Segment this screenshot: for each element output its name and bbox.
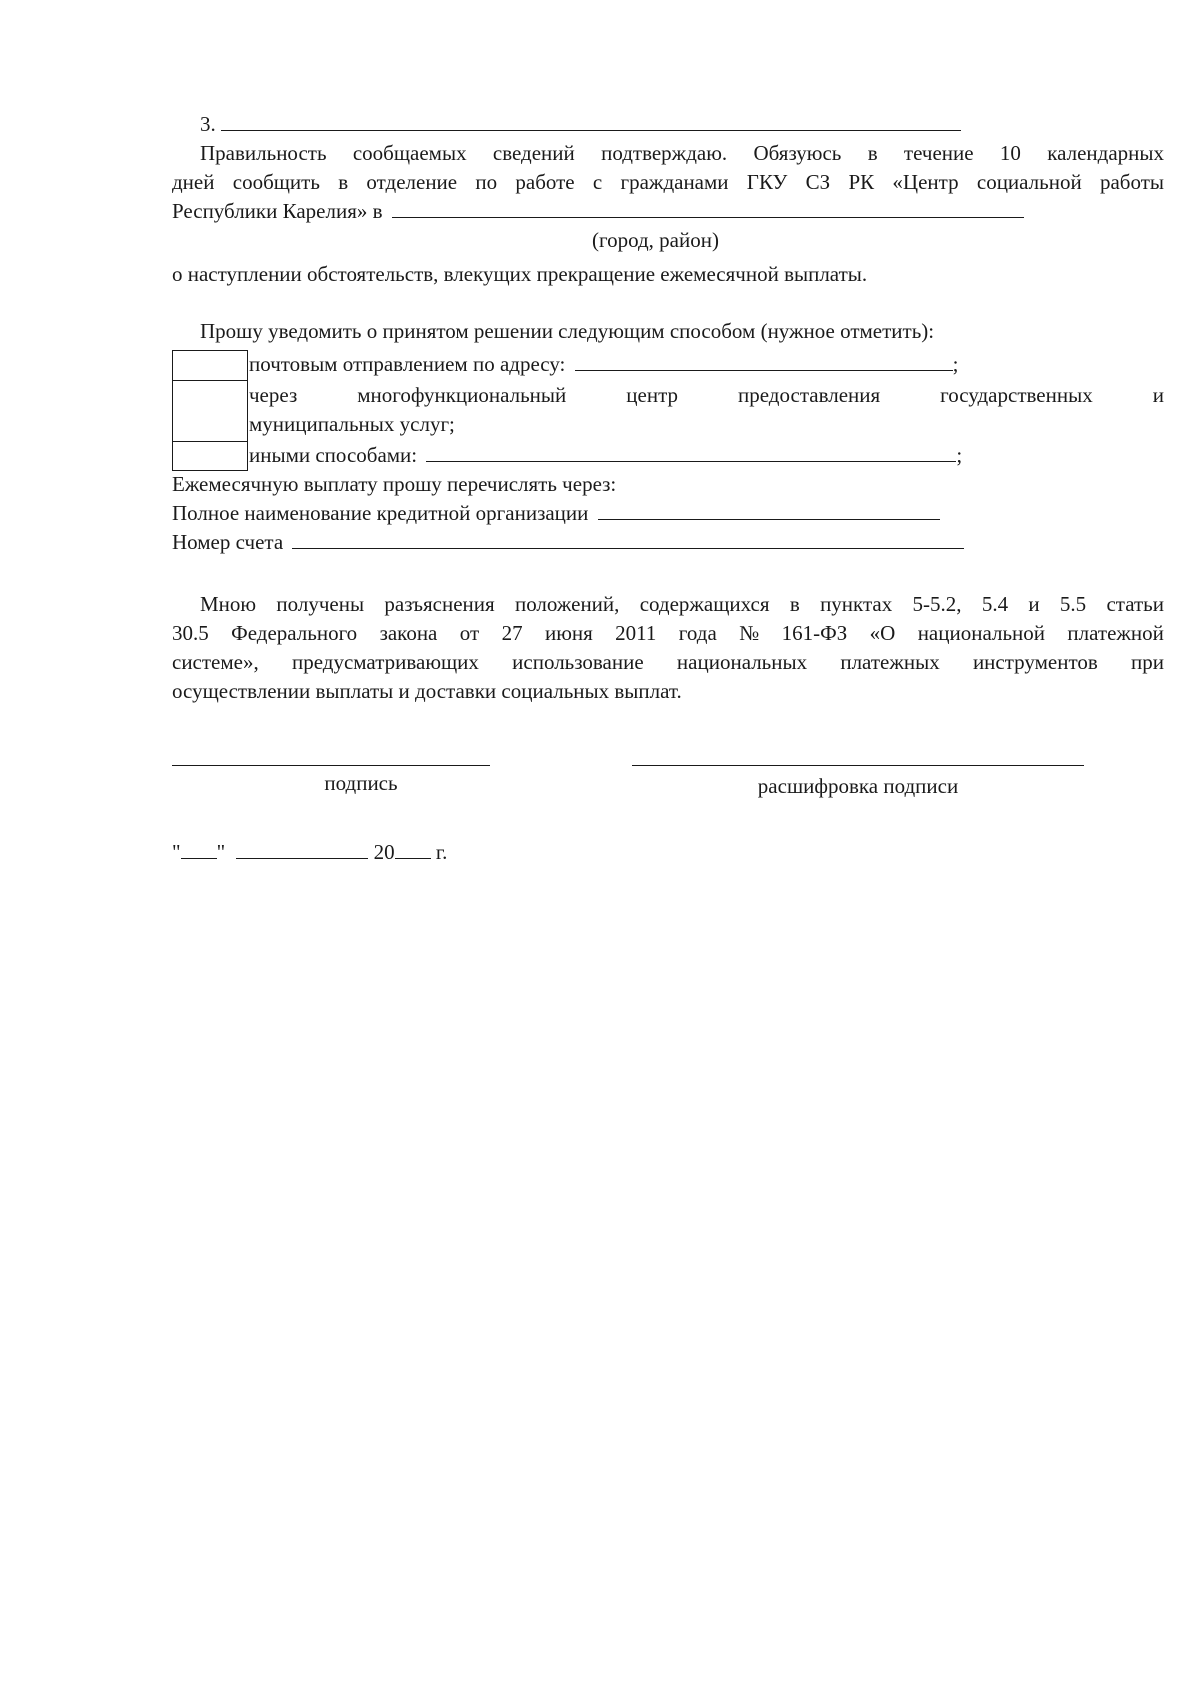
mfc-word: через: [249, 383, 298, 407]
explanation-line-1: Мною получены разъяснения положений, содержащихся в пунктах 5-5.2, 5.4 и 5.5 статьи: [200, 592, 1164, 616]
mfc-word: многофункциональный: [357, 383, 567, 407]
mfc-option-line-1: [249, 383, 1164, 408]
notify-intro: Прошу уведомить о принятом решении следующим способом (нужное отметить):: [200, 319, 935, 343]
confirmation-line-3-text: Республики Карелия» в: [172, 199, 383, 223]
mfc-option-line-2: муниципальных услуг;: [249, 412, 455, 436]
other-method-field[interactable]: [426, 443, 956, 462]
bank-name-label: Полное наименование кредитной организации: [172, 501, 589, 525]
mfc-word: государственных: [940, 383, 1093, 407]
date-line: [172, 840, 447, 865]
date-century: 20: [373, 840, 395, 864]
postal-address-field[interactable]: [575, 352, 953, 371]
item-3-line: [200, 112, 961, 137]
item-3-field[interactable]: [221, 112, 961, 131]
other-option: иными способами: ;: [249, 443, 963, 467]
date-day-field[interactable]: [181, 840, 217, 859]
confirmation-line-2: дней сообщить в отделение по работе с гражданами ГКУ СЗ РК «Центр социальной работы: [172, 170, 1164, 194]
bank-name-line: [172, 501, 940, 526]
date-open-quote: ": [172, 840, 181, 864]
account-number-line: [172, 530, 964, 555]
signature-caption: подпись: [324, 771, 398, 795]
signature-field[interactable]: [172, 765, 490, 766]
postal-checkbox[interactable]: [172, 350, 248, 381]
date-year-field[interactable]: [395, 840, 431, 859]
city-district-caption: (город, район): [592, 228, 719, 252]
mfc-checkbox[interactable]: [172, 379, 248, 442]
explanation-line-4: осуществлении выплаты и доставки социальных выплат.: [172, 679, 682, 703]
confirmation-line-1: Правильность сообщаемых сведений подтверждаю. Обязуюсь в течение 10 календарных: [200, 141, 1164, 165]
date-close-quote: ": [216, 840, 226, 864]
other-checkbox[interactable]: [172, 440, 248, 471]
bank-name-field[interactable]: [598, 501, 940, 520]
mfc-word: центр: [626, 383, 679, 407]
confirmation-line-4: о наступлении обстоятельств, влекущих прекращение ежемесячной выплаты.: [172, 262, 868, 286]
other-option-label: иными способами:: [249, 443, 418, 467]
account-number-field[interactable]: [292, 530, 964, 549]
city-district-field[interactable]: [392, 199, 1024, 218]
account-number-label: Номер счета: [172, 530, 284, 554]
date-month-field[interactable]: [236, 840, 368, 859]
mfc-word: предоставления: [738, 383, 881, 407]
postal-option: почтовым отправлением по адресу: ;: [249, 352, 959, 376]
item-3-number: 3.: [200, 112, 216, 136]
explanation-line-2: 30.5 Федерального закона от 27 июня 2011 года № 161-ФЗ «О национальной платежной: [172, 621, 1164, 645]
date-year-suffix: г.: [435, 840, 448, 864]
confirmation-line-3: [172, 199, 1024, 224]
postal-option-label: почтовым отправлением по адресу:: [249, 352, 566, 376]
signature-decoding-field[interactable]: [632, 765, 1084, 766]
signature-decoding-caption: расшифровка подписи: [757, 774, 959, 798]
explanation-line-3: системе», предусматривающих использование национальных платежных инструментов при: [172, 650, 1164, 674]
mfc-word: и: [1152, 383, 1164, 407]
payment-intro: Ежемесячную выплату прошу перечислять через:: [172, 472, 617, 496]
